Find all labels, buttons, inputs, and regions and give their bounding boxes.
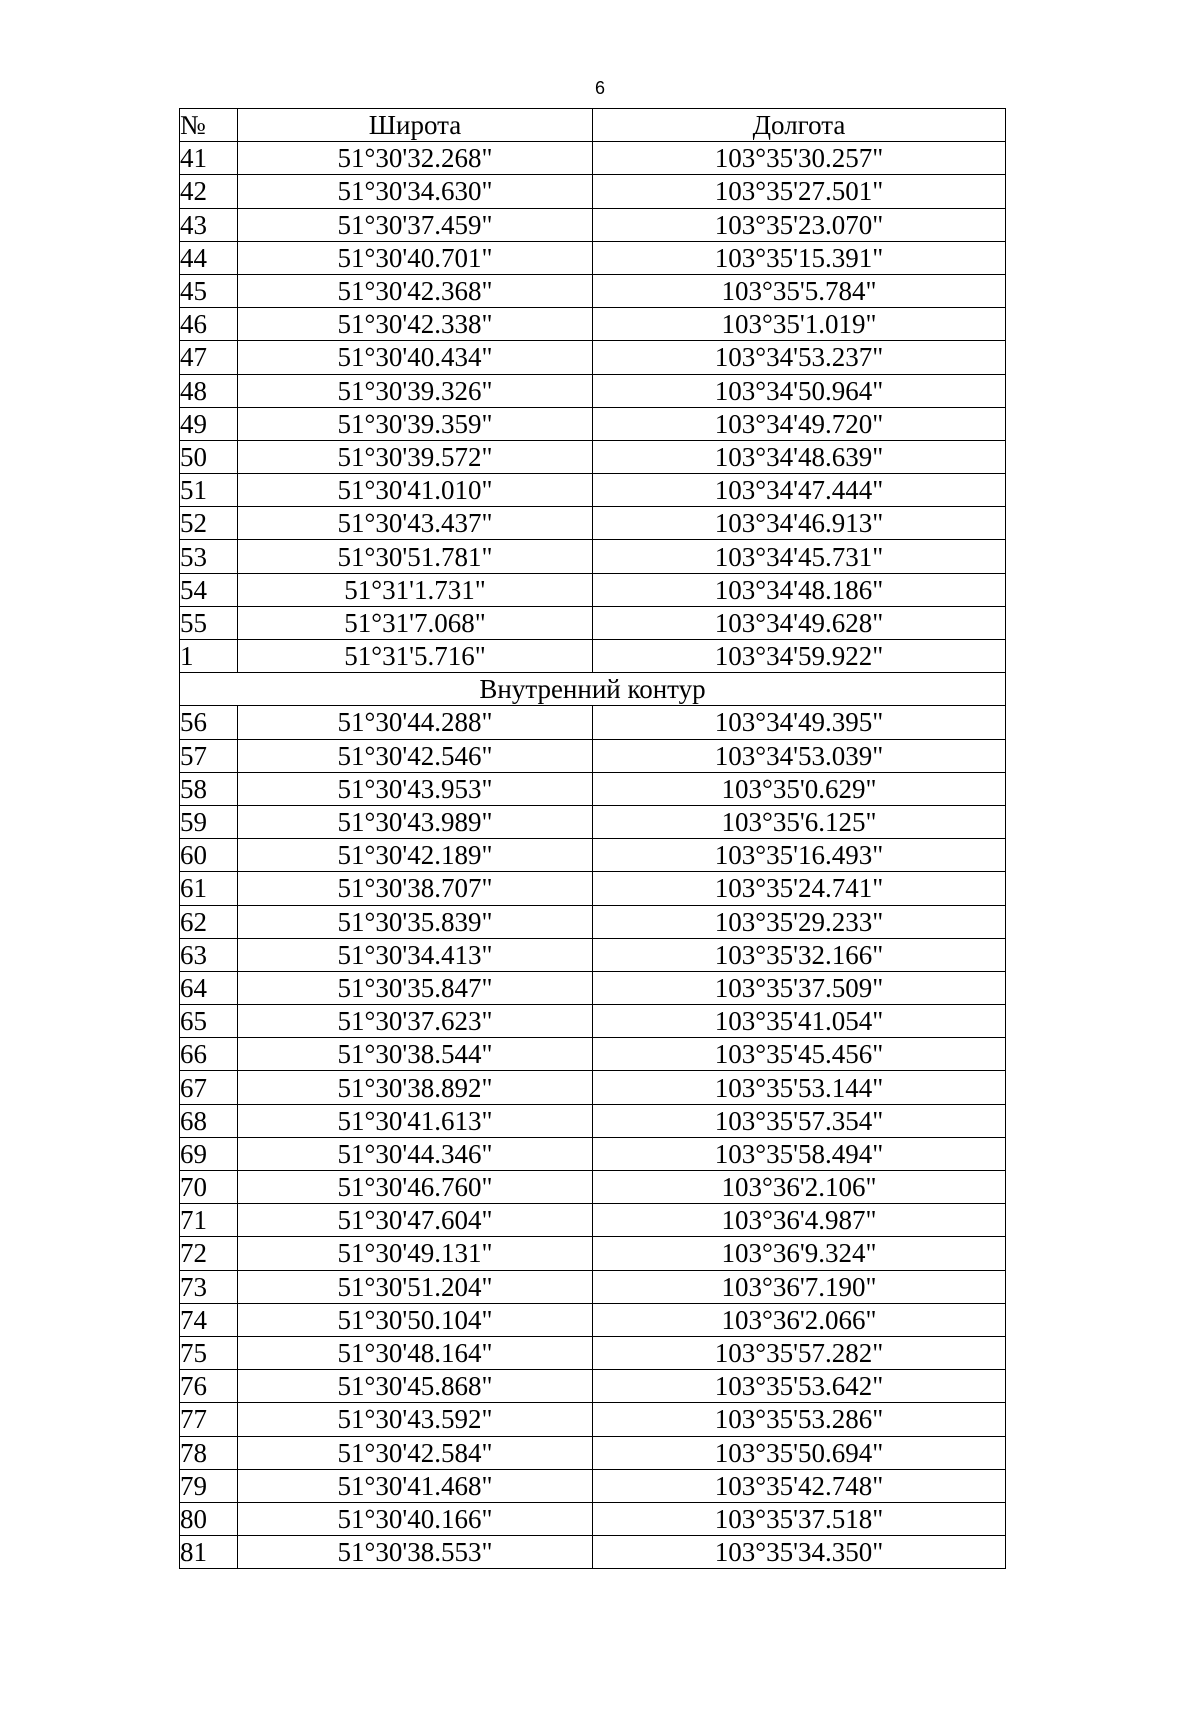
longitude-cell: 103°35'53.642": [593, 1370, 1006, 1403]
point-number: 71: [180, 1204, 238, 1237]
latitude-cell: 51°31'7.068": [238, 606, 593, 639]
point-number: 78: [180, 1436, 238, 1469]
point-number: 63: [180, 938, 238, 971]
table-row: [180, 573, 1006, 606]
point-number: 45: [180, 274, 238, 307]
latitude-cell: 51°30'40.434": [238, 341, 593, 374]
longitude-cell: 103°35'53.144": [593, 1071, 1006, 1104]
latitude-cell: 51°30'42.189": [238, 839, 593, 872]
latitude-cell: 51°30'34.413": [238, 938, 593, 971]
table-row: [180, 208, 1006, 241]
longitude-cell: 103°35'42.748": [593, 1469, 1006, 1502]
latitude-cell: 51°30'39.359": [238, 407, 593, 440]
longitude-cell: 103°35'37.509": [593, 971, 1006, 1004]
table-row: [180, 1137, 1006, 1170]
table-row: [180, 407, 1006, 440]
point-number: 56: [180, 706, 238, 739]
latitude-cell: 51°30'50.104": [238, 1303, 593, 1336]
longitude-cell: 103°35'6.125": [593, 805, 1006, 838]
header-longitude: Долгота: [593, 109, 1006, 142]
point-number: 61: [180, 872, 238, 905]
point-number: 77: [180, 1403, 238, 1436]
longitude-cell: 103°34'48.639": [593, 440, 1006, 473]
table-row: [180, 374, 1006, 407]
table-row: [180, 241, 1006, 274]
latitude-cell: 51°30'41.468": [238, 1469, 593, 1502]
latitude-cell: 51°30'37.459": [238, 208, 593, 241]
longitude-cell: 103°35'0.629": [593, 772, 1006, 805]
table-row: [180, 142, 1006, 175]
point-number: 53: [180, 540, 238, 573]
table-row: [180, 706, 1006, 739]
latitude-cell: 51°30'35.839": [238, 905, 593, 938]
point-number: 68: [180, 1104, 238, 1137]
latitude-cell: 51°30'46.760": [238, 1171, 593, 1204]
longitude-cell: 103°36'2.066": [593, 1303, 1006, 1336]
table-row: [180, 1071, 1006, 1104]
longitude-cell: 103°35'29.233": [593, 905, 1006, 938]
point-number: 49: [180, 407, 238, 440]
table-row: [180, 474, 1006, 507]
inner-contour-rows: [180, 706, 1006, 1569]
point-number: 65: [180, 1005, 238, 1038]
longitude-cell: 103°36'4.987": [593, 1204, 1006, 1237]
point-number: 79: [180, 1469, 238, 1502]
table-row: [180, 507, 1006, 540]
longitude-cell: 103°34'49.395": [593, 706, 1006, 739]
latitude-cell: 51°30'34.630": [238, 175, 593, 208]
table-row: [180, 739, 1006, 772]
table-row: [180, 938, 1006, 971]
point-number: 66: [180, 1038, 238, 1071]
latitude-cell: 51°30'45.868": [238, 1370, 593, 1403]
point-number: 48: [180, 374, 238, 407]
point-number: 74: [180, 1303, 238, 1336]
longitude-cell: 103°35'53.286": [593, 1403, 1006, 1436]
point-number: 47: [180, 341, 238, 374]
point-number: 42: [180, 175, 238, 208]
table-row: [180, 1204, 1006, 1237]
longitude-cell: 103°34'45.731": [593, 540, 1006, 573]
latitude-cell: 51°31'1.731": [238, 573, 593, 606]
longitude-cell: 103°34'46.913": [593, 507, 1006, 540]
point-number: 50: [180, 440, 238, 473]
longitude-cell: 103°35'30.257": [593, 142, 1006, 175]
longitude-cell: 103°36'9.324": [593, 1237, 1006, 1270]
longitude-cell: 103°34'47.444": [593, 474, 1006, 507]
table-row: [180, 1469, 1006, 1502]
longitude-cell: 103°35'58.494": [593, 1137, 1006, 1170]
latitude-cell: 51°30'41.613": [238, 1104, 593, 1137]
point-number: 76: [180, 1370, 238, 1403]
point-number: 64: [180, 971, 238, 1004]
table-header-row: [180, 109, 1006, 142]
table-row: [180, 440, 1006, 473]
latitude-cell: 51°30'43.953": [238, 772, 593, 805]
longitude-cell: 103°34'59.922": [593, 640, 1006, 673]
point-number: 81: [180, 1536, 238, 1569]
longitude-cell: 103°35'41.054": [593, 1005, 1006, 1038]
latitude-cell: 51°30'37.623": [238, 1005, 593, 1038]
latitude-cell: 51°30'35.847": [238, 971, 593, 1004]
table-row: [180, 1270, 1006, 1303]
longitude-cell: 103°34'50.964": [593, 374, 1006, 407]
point-number: 46: [180, 308, 238, 341]
point-number: 60: [180, 839, 238, 872]
latitude-cell: 51°30'38.544": [238, 1038, 593, 1071]
point-number: 41: [180, 142, 238, 175]
latitude-cell: 51°30'47.604": [238, 1204, 593, 1237]
table-row: [180, 640, 1006, 673]
latitude-cell: 51°30'32.268": [238, 142, 593, 175]
table-row: [180, 971, 1006, 1004]
table-row: [180, 1038, 1006, 1071]
header-latitude: Широта: [238, 109, 593, 142]
longitude-cell: 103°35'5.784": [593, 274, 1006, 307]
longitude-cell: 103°34'49.720": [593, 407, 1006, 440]
point-number: 75: [180, 1336, 238, 1369]
latitude-cell: 51°30'40.166": [238, 1502, 593, 1535]
longitude-cell: 103°35'23.070": [593, 208, 1006, 241]
table-row: [180, 1104, 1006, 1137]
longitude-cell: 103°35'27.501": [593, 175, 1006, 208]
point-number: 54: [180, 573, 238, 606]
table-row: [180, 1237, 1006, 1270]
point-number: 55: [180, 606, 238, 639]
latitude-cell: 51°30'48.164": [238, 1336, 593, 1369]
table-row: [180, 175, 1006, 208]
longitude-cell: 103°36'7.190": [593, 1270, 1006, 1303]
longitude-cell: 103°35'37.518": [593, 1502, 1006, 1535]
latitude-cell: 51°30'38.707": [238, 872, 593, 905]
latitude-cell: 51°31'5.716": [238, 640, 593, 673]
latitude-cell: 51°30'38.892": [238, 1071, 593, 1104]
point-number: 70: [180, 1171, 238, 1204]
point-number: 72: [180, 1237, 238, 1270]
table-row: [180, 1403, 1006, 1436]
table-row: [180, 839, 1006, 872]
coordinates-table: [179, 108, 1006, 1569]
latitude-cell: 51°30'49.131": [238, 1237, 593, 1270]
latitude-cell: 51°30'43.592": [238, 1403, 593, 1436]
table-row: [180, 1336, 1006, 1369]
point-number: 67: [180, 1071, 238, 1104]
section-row: [180, 673, 1006, 706]
longitude-cell: 103°34'49.628": [593, 606, 1006, 639]
latitude-cell: 51°30'42.368": [238, 274, 593, 307]
longitude-cell: 103°34'48.186": [593, 573, 1006, 606]
longitude-cell: 103°35'50.694": [593, 1436, 1006, 1469]
page-number: 6: [594, 78, 605, 98]
point-number: 51: [180, 474, 238, 507]
latitude-cell: 51°30'39.572": [238, 440, 593, 473]
point-number: 44: [180, 241, 238, 274]
point-number: 52: [180, 507, 238, 540]
longitude-cell: 103°35'45.456": [593, 1038, 1006, 1071]
point-number: 58: [180, 772, 238, 805]
point-number: 73: [180, 1270, 238, 1303]
table-row: [180, 308, 1006, 341]
table-row: [180, 1303, 1006, 1336]
point-number: 1: [180, 640, 238, 673]
header-number: №: [180, 109, 238, 142]
latitude-cell: 51°30'51.781": [238, 540, 593, 573]
longitude-cell: 103°35'24.741": [593, 872, 1006, 905]
latitude-cell: 51°30'42.584": [238, 1436, 593, 1469]
point-number: 69: [180, 1137, 238, 1170]
latitude-cell: 51°30'44.346": [238, 1137, 593, 1170]
table-row: [180, 1436, 1006, 1469]
latitude-cell: 51°30'43.437": [238, 507, 593, 540]
longitude-cell: 103°34'53.237": [593, 341, 1006, 374]
point-number: 43: [180, 208, 238, 241]
latitude-cell: 51°30'43.989": [238, 805, 593, 838]
point-number: 59: [180, 805, 238, 838]
longitude-cell: 103°35'15.391": [593, 241, 1006, 274]
point-number: 57: [180, 739, 238, 772]
section-label: Внутренний контур: [180, 673, 1006, 706]
table-row: [180, 1502, 1006, 1535]
table-row: [180, 274, 1006, 307]
table-row: [180, 805, 1006, 838]
longitude-cell: 103°35'1.019": [593, 308, 1006, 341]
longitude-cell: 103°35'57.282": [593, 1336, 1006, 1369]
table-row: [180, 1005, 1006, 1038]
latitude-cell: 51°30'39.326": [238, 374, 593, 407]
longitude-cell: 103°35'16.493": [593, 839, 1006, 872]
latitude-cell: 51°30'42.546": [238, 739, 593, 772]
point-number: 80: [180, 1502, 238, 1535]
longitude-cell: 103°34'53.039": [593, 739, 1006, 772]
latitude-cell: 51°30'51.204": [238, 1270, 593, 1303]
table-row: [180, 1171, 1006, 1204]
table-row: [180, 905, 1006, 938]
longitude-cell: 103°35'34.350": [593, 1536, 1006, 1569]
latitude-cell: 51°30'42.338": [238, 308, 593, 341]
table-row: [180, 606, 1006, 639]
latitude-cell: 51°30'38.553": [238, 1536, 593, 1569]
latitude-cell: 51°30'41.010": [238, 474, 593, 507]
latitude-cell: 51°30'44.288": [238, 706, 593, 739]
point-number: 62: [180, 905, 238, 938]
longitude-cell: 103°36'2.106": [593, 1171, 1006, 1204]
table-row: [180, 1370, 1006, 1403]
table-row: [180, 872, 1006, 905]
table-row: [180, 540, 1006, 573]
latitude-cell: 51°30'40.701": [238, 241, 593, 274]
longitude-cell: 103°35'32.166": [593, 938, 1006, 971]
table-row: [180, 772, 1006, 805]
outer-contour-rows: [180, 142, 1006, 673]
table-row: [180, 341, 1006, 374]
table-row: [180, 1536, 1006, 1569]
longitude-cell: 103°35'57.354": [593, 1104, 1006, 1137]
